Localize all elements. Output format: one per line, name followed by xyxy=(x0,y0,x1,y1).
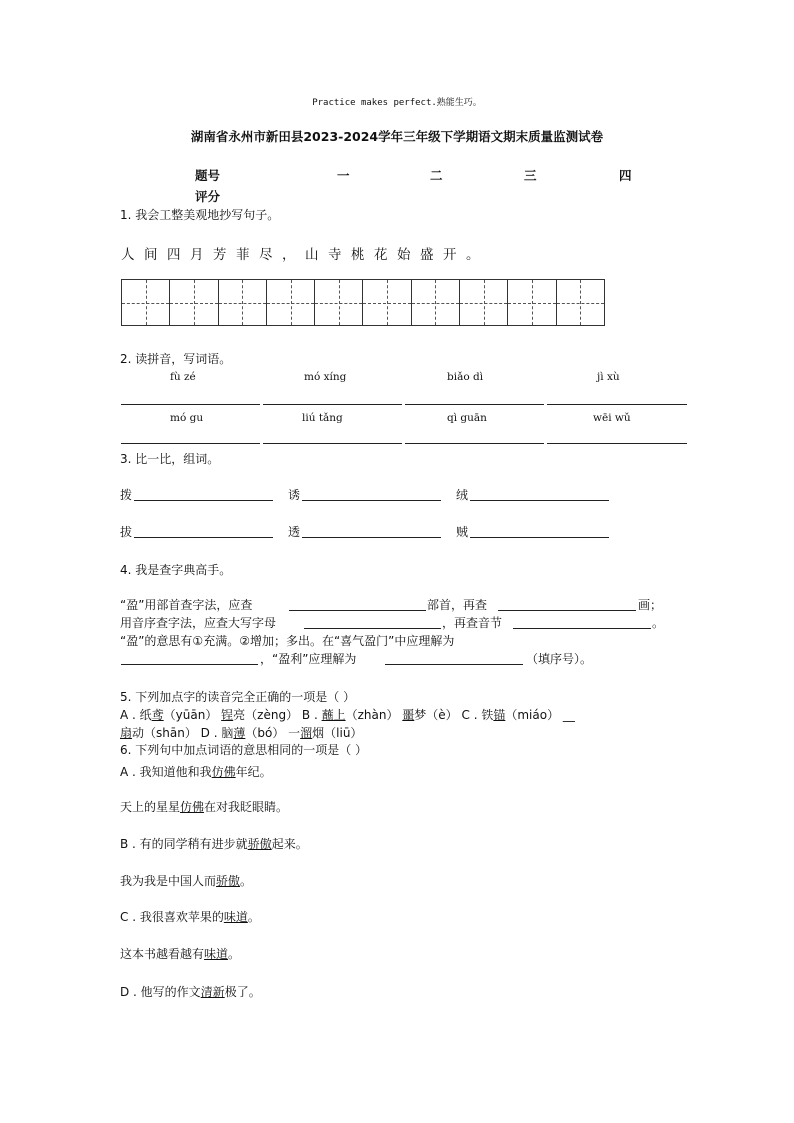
answer-line[interactable] xyxy=(289,610,426,611)
answer-line[interactable] xyxy=(547,404,687,405)
answer-line[interactable] xyxy=(121,664,258,665)
q3-char: 拨 xyxy=(120,488,133,502)
pinyin-8: wēi wǔ xyxy=(593,412,631,424)
answer-line[interactable] xyxy=(263,443,402,444)
answer-line[interactable] xyxy=(121,443,260,444)
answer-line[interactable] xyxy=(385,664,523,665)
grid-cell[interactable] xyxy=(122,280,170,325)
pinyin-5: mó gu xyxy=(170,412,204,424)
answer-line[interactable] xyxy=(121,404,260,405)
q6-prompt: 6. 下列句中加点词语的意思相同的一项是（ ） xyxy=(120,743,368,757)
score-col-1: 一 xyxy=(337,168,350,183)
q1-prompt: 1. 我会工整美观地抄写句子。 xyxy=(120,208,280,222)
q4-text: “盈”用部首查字法，应查 xyxy=(120,598,253,612)
q4-prompt: 4. 我是查字典高手。 xyxy=(120,563,232,577)
answer-line[interactable] xyxy=(405,443,544,444)
pinyin-3: biǎo dì xyxy=(447,371,484,383)
q4-text: 。 xyxy=(652,616,665,630)
grid-cell[interactable] xyxy=(219,280,267,325)
grid-cell[interactable] xyxy=(363,280,411,325)
pinyin-2: mó xíng xyxy=(304,371,347,383)
pinyin-1: fù zé xyxy=(170,371,196,383)
q5-options-line1: A . 纸鸢（yūān） 锃亮（zèng） B . 蘸上（zhàn） 噩梦（è） C . 铁锚（miáo） __ xyxy=(120,708,575,722)
grid-cell[interactable] xyxy=(508,280,556,325)
answer-line[interactable] xyxy=(547,443,687,444)
answer-line[interactable] xyxy=(498,610,636,611)
q6-option-d1: D . 他写的作文清新极了。 xyxy=(120,985,261,999)
score-row-label: 评分 xyxy=(195,189,221,204)
q3-char: 拔 xyxy=(120,525,133,539)
q3-char: 诱 xyxy=(288,488,301,502)
score-col-4: 四 xyxy=(619,168,632,183)
score-col-2: 二 xyxy=(430,168,443,183)
motto: Practice makes perfect.熟能生巧。 xyxy=(312,98,482,108)
q4-text: ，再查音节 xyxy=(442,616,503,630)
answer-line[interactable] xyxy=(405,404,544,405)
q3-char: 贼 xyxy=(456,525,469,539)
pinyin-4: jì xù xyxy=(597,371,620,383)
q5-options-line2: 扇动（shān） D . 脑薄（bó） 一溜烟（liū） xyxy=(120,726,363,740)
grid-cell[interactable] xyxy=(267,280,315,325)
q4-text: 部首，再查 xyxy=(427,598,488,612)
q4-text: 用音序查字法，应查大写字母 xyxy=(120,616,277,630)
q6-option-a1: A . 我知道他和我仿佛年纪。 xyxy=(120,765,272,779)
answer-line[interactable] xyxy=(513,628,651,629)
answer-line[interactable] xyxy=(134,537,273,538)
answer-line[interactable] xyxy=(470,537,609,538)
q4-text: （填序号）。 xyxy=(526,652,593,666)
answer-line[interactable] xyxy=(302,537,441,538)
q2-prompt: 2. 读拼音，写词语。 xyxy=(120,352,232,366)
answer-line[interactable] xyxy=(302,500,441,501)
q3-prompt: 3. 比一比，组词。 xyxy=(120,452,220,466)
q5-prompt: 5. 下列加点字的读音完全正确的一项是（ ） xyxy=(120,690,356,704)
q6-option-a2: 天上的星星仿佛在对我眨眼睛。 xyxy=(120,800,289,814)
grid-cell[interactable] xyxy=(412,280,460,325)
q4-text: ，“盈利”应理解为 xyxy=(260,652,357,666)
q3-char: 透 xyxy=(288,525,301,539)
q6-option-b2: 我为我是中国人而骄傲。 xyxy=(120,874,253,888)
q4-text: 画； xyxy=(638,598,663,612)
grid-cell[interactable] xyxy=(460,280,508,325)
q1-sentence: 人间四月芳菲尽，山寺桃花始盛开。 xyxy=(121,247,489,263)
grid-cell[interactable] xyxy=(315,280,363,325)
pinyin-6: liú tǎng xyxy=(302,412,343,424)
grid-cell[interactable] xyxy=(557,280,604,325)
answer-line[interactable] xyxy=(470,500,609,501)
score-col-label: 题号 xyxy=(195,168,221,183)
score-col-3: 三 xyxy=(524,168,537,183)
q3-char: 绒 xyxy=(456,488,469,502)
q4-text: “盈”的意思有①充满。②增加；多出。在“喜气盈门”中应理解为 xyxy=(120,634,455,648)
page-title: 湖南省永州市新田县2023-2024学年三年级下学期语文期末质量监测试卷 xyxy=(190,129,604,144)
answer-line[interactable] xyxy=(263,404,402,405)
grid-cell[interactable] xyxy=(170,280,218,325)
q6-option-c2: 这本书越看越有味道。 xyxy=(120,947,241,961)
pinyin-7: qì guān xyxy=(447,412,487,424)
copy-grid[interactable] xyxy=(121,279,605,326)
q6-option-c1: C . 我很喜欢苹果的味道。 xyxy=(120,910,260,924)
answer-line[interactable] xyxy=(304,628,441,629)
answer-line[interactable] xyxy=(134,500,273,501)
q6-option-b1: B . 有的同学稍有进步就骄傲起来。 xyxy=(120,837,308,851)
